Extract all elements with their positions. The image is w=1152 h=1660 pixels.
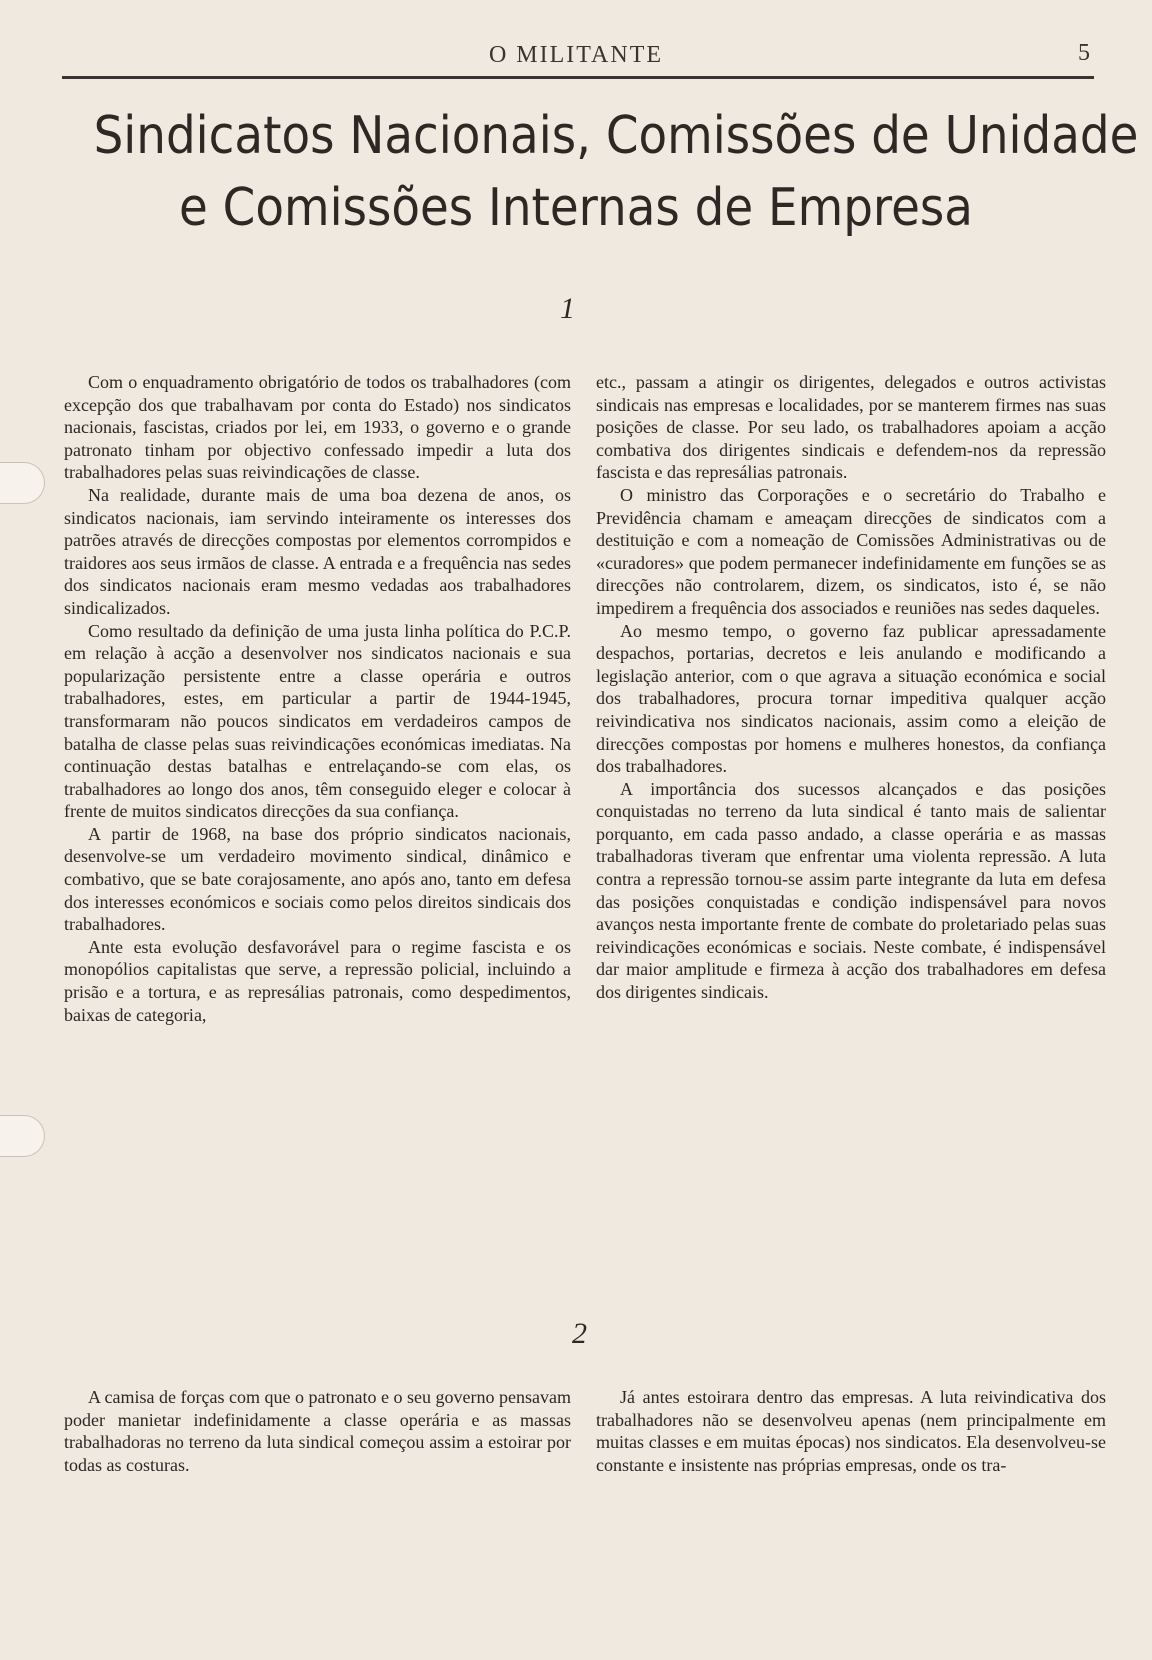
article-headline: [93, 100, 1139, 244]
section-2-left-column: [64, 1386, 571, 1476]
paragraph: A camisa de forças com que o patronato e o seu governo pensavam poder manietar indefinidamente a classe operária e as massas trabalhadoras no terreno da luta sindical começou assim a estoirar por todas as costuras.: [64, 1387, 571, 1475]
page-number: 5: [1078, 40, 1090, 66]
running-head: [0, 40, 1152, 70]
paragraph: Na realidade, durante mais de uma boa dezena de anos, os sindicatos nacionais, iam servindo inteiramente os interesses dos patrões através de direcções compostas por elementos corrompidos e traidores aos seus irmãos de classe. A entrada e a frequência nas sedes dos sindicatos nacionais eram mesmo vedadas aos trabalhadores sindicalizados.: [64, 484, 571, 618]
paragraph: O ministro das Corporações e o secretário do Trabalho e Previdência chamam e ameaçam direcções de sindicatos com a destituição e com a nomeação de Comissões Administrativas ou de «curadores» que podem permanecer indefinidamente em funções se as direcções não controlarem, dizem, os sindicatos, isto é, se não impedirem a frequência dos associados e reuniões nas sedes daqueles.: [596, 484, 1106, 618]
punch-hole: [0, 1115, 45, 1157]
section-2-right-column: [596, 1386, 1106, 1476]
headline-line-2: e Comissões Internas de Empresa: [179, 178, 973, 238]
section-marker-2: 2: [572, 1317, 587, 1350]
section-1-left-column: [64, 371, 571, 1026]
section-1-right-column: [596, 371, 1106, 1004]
publication-title: O MILITANTE: [488, 42, 664, 68]
headline-line-1: Sindicatos Nacionais, Comissões de Unidade: [93, 106, 1139, 166]
paragraph: A importância dos sucessos alcançados e das posições conquistadas no terreno da luta sindical é tanto mais de salientar porquanto, em cada passo andado, a classe operária e as massas trabalhadoras tiveram que enfrentar uma violenta repressão. A luta contra a repressão tornou-se assim parte integrante da luta em defesa das posições conquistadas e condição indispensável para novos avanços nesta importante frente de combate do proletariado pelas suas reivindicações económicas e sociais. Neste combate, é indispensável dar maior amplitude e firmeza à acção dos trabalhadores em defesa dos dirigentes sindicais.: [596, 778, 1106, 1003]
paragraph: Ante esta evolução desfavorável para o regime fascista e os monopólios capitalistas que serve, a repressão policial, incluindo a prisão e a tortura, e as represálias patronais, como despedimentos, baixas de categoria,: [64, 936, 571, 1025]
paragraph: Ao mesmo tempo, o governo faz publicar apressadamente despachos, portarias, decretos e leis anulando e modificando a legislação anterior, com o que agrava a situação económica e social dos trabalhadores, procura tornar impeditiva qualquer acção reivindicativa nos sindicatos nacionais, assim como a eleição de direcções compostas por homens e mulheres honestos, da confiança dos trabalhadores.: [596, 620, 1106, 777]
section-marker-1: 1: [560, 292, 575, 325]
paragraph: Como resultado da definição de uma justa linha política do P.C.P. em relação à acção a desenvolver nos sindicatos nacionais e sua popularização persistente entre a classe operária e outros trabalhadores, estes, em particular a partir de 1944-1945, transformaram não poucos sindicatos em verdadeiros campos de batalha de classe pelas suas reivindicações económicas imediatas. Na continuação destas batalhas e entrelaçando-se com elas, os trabalhadores ao longo dos anos, têm conseguido eleger e colocar à frente de muitos sindicatos direcções da sua confiança.: [64, 620, 571, 822]
punch-hole: [0, 462, 45, 504]
paragraph: Já antes estoirara dentro das empresas. A luta reivindicativa dos trabalhadores não se desenvolveu apenas (nem principalmente em muitas classes e em muitas épocas) nos sindicatos. Ela desenvolveu-se constante e insistente nas próprias empresas, onde os tra-: [596, 1387, 1106, 1475]
paragraph: etc., passam a atingir os dirigentes, delegados e outros activistas sindicais nas empresas e localidades, por se manterem firmes nas suas posições de classe. Por seu lado, os trabalhadores apoiam a acção combativa dos dirigentes sindicais e defendem-nos da repressão fascista e das represálias patronais.: [596, 372, 1106, 483]
header-rule: [62, 76, 1094, 79]
paragraph: A partir de 1968, na base dos próprio sindicatos nacionais, desenvolve-se um verdadeiro movimento sindical, dinâmico e combativo, que se bate corajosamente, ano após ano, tanto em defesa dos interesses económicos e sociais como pelos direitos sindicais dos trabalhadores.: [64, 823, 571, 935]
paragraph: Com o enquadramento obrigatório de todos os trabalhadores (com excepção dos que trabalhavam por conta do Estado) nos sindicatos nacionais, fascistas, criados por lei, em 1933, o governo e o grande patronato tinham por objectivo confessado impedir a luta dos trabalhadores pelas suas reivindicações de classe.: [64, 372, 571, 483]
